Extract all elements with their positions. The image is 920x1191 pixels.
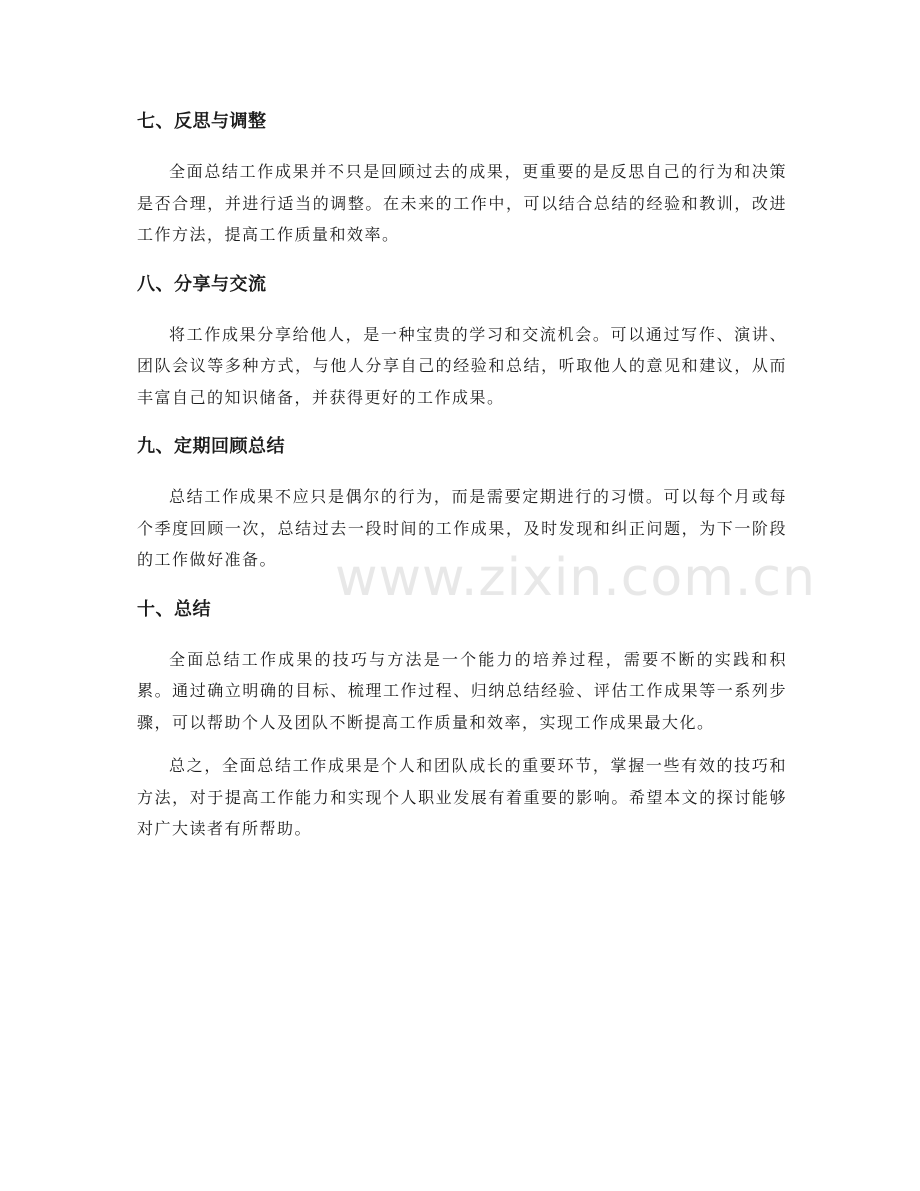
section-heading: 十、总结: [137, 598, 211, 620]
paragraph: 总结工作成果不应只是偶尔的行为，而是需要定期进行的习惯。可以每个月或每个季度回顾一次，总结过去一段时间的工作成果，及时发现和纠正问题，为下一阶段的工作做好准备。: [137, 487, 787, 569]
section-reflection: [137, 104, 787, 251]
paragraph: 将工作成果分享给他人，是一种宝贵的学习和交流机会。可以通过写作、演讲、团队会议等多种方式，与他人分享自己的经验和总结，听取他人的意见和建议，从而丰富自己的知识储备，并获得更好的工作成果。: [137, 324, 787, 407]
watermark: www.zixin.com.cn: [335, 548, 816, 608]
section-heading: 七、反思与调整: [137, 111, 267, 132]
paragraph: 总之，全面总结工作成果是个人和团队成长的重要环节，掌握一些有效的技巧和方法，对于提高工作能力和实现个人职业发展有着重要的影响。希望本文的探讨能够对广大读者有所帮助。: [137, 756, 787, 838]
section-sharing: [137, 267, 787, 414]
document-content: [137, 104, 787, 861]
paragraph: 全面总结工作成果并不只是回顾过去的成果，更重要的是反思自己的行为和决策是否合理，并进行适当的调整。在未来的工作中，可以结合总结的经验和教训，改进工作方法，提高工作质量和效率。: [137, 162, 787, 244]
section-heading: 八、分享与交流: [137, 273, 267, 295]
section-heading: 九、定期回顾总结: [137, 436, 285, 457]
section-summary: [137, 592, 787, 845]
paragraph: 全面总结工作成果的技巧与方法是一个能力的培养过程，需要不断的实践和积累。通过确立明确的目标、梳理工作过程、归纳总结经验、评估工作成果等一系列步骤，可以帮助个人及团队不断提高工作质量和效率，实现工作成果最大化。: [137, 649, 787, 732]
section-periodic-review: [137, 429, 787, 576]
